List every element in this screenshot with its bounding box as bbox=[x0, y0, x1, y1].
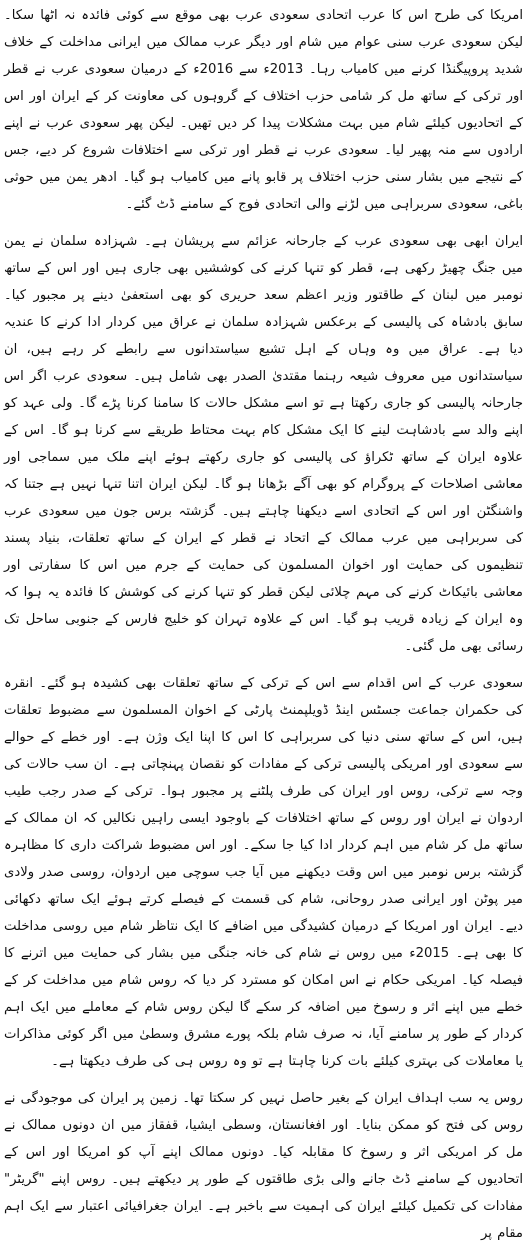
article-paragraph-4: روس یہ سب اہداف ایران کے بغیر حاصل نہیں کر سکتا تھا۔ زمین پر ایران کی موجودگی نے روس کی فتح کو ممکن بنایا۔ اور افغانستان، وسطی ایشیا، قفقاز میں ان دونوں ممالک نے مل کر امریکی اثر و رسوخ کا مقابلہ کیا۔ دونوں ممالک اپنے آپ کو امریکا اور اس کے اتحادیوں کے سامنے ڈٹ جانے والی بڑی طاقتوں کے طور پر دیکھتے ہیں۔ روس اپنے "گریٹر" مفادات کی تکمیل کیلئے ایران کی اہمیت سے باخبر ہے۔ ایران جغرافیائی اعتبار سے ایک اہم مقام پر bbox=[4, 1091, 523, 1241]
article-paragraph-3: سعودی عرب کے اس اقدام سے اس کے ترکی کے ساتھ تعلقات بھی کشیدہ ہو گئے۔ انقرہ کی حکمران جماعت جسٹس اینڈ ڈویلپمنٹ پارٹی کے اخوان المسلمون سے مضبوط تعلقات ہیں، اس کے ساتھ سنی دنیا کی سربراہی کا اس کا اپنا ایک وژن ہے۔ اور خطے کے حوالے سے سعودی اور امریکی پالیسی ترکی کے مفادات کو نقصان پہنچاتی ہے۔ ان سب حالات کی وجہ سے ترکی، روس اور ایران کی طرف پلٹنے پر مجبور ہوا۔ ترکی کے صدر رجب طیب اردوان نے ایران اور روس کے ساتھ اختلافات کے باوجود ایسی راہیں نکالیں کہ ان ممالک کے ساتھ مل کر شام میں اہم کردار ادا کیا جا سکے۔ اور اس مضبوط شراکت داری کا مظاہرہ گزشتہ برس نومبر میں اس وقت دیکھنے میں آیا جب سوچی میں اردوان، روسی صدر ولادی میر پوٹن اور ایرانی صدر روحانی، شام کی قسمت کے فیصلے کرتے ہوئے ایک ساتھ دکھائی دیے۔ ایران اور امریکا کے درمیان کشیدگی میں اضافے کا ایک نتاظر شام میں روسی مداخلت کا بھی ہے۔ 2015ء میں روس نے شام کی خانہ جنگی میں بشار کی حمایت میں اترنے کا فیصلہ کیا۔ امریکی حکام نے اس امکان کو مسترد کر دیا کہ روس شام میں مداخلت کر کے خطے میں اپنے اثر و رسوخ میں اضافہ کر سکے گا لیکن روس شام کے معاملے میں ایک اہم کردار کے طور پر سامنے آیا، نہ صرف شام بلکہ پورے مشرق وسطیٰ میں اگر کوئی مذاکرات یا معاملات کی بہتری کیلئے بات کرنا چاہتا ہے تو وہ روس ہی کی طرف دیکھتا ہے۔ bbox=[4, 676, 524, 1069]
article-paragraph-2: ایران ابھی بھی سعودی عرب کے جارحانہ عزائم سے پریشان ہے۔ شہزادہ سلمان نے یمن میں جنگ چھیڑ رکھی ہے، قطر کو تنہا کرنے کی کوششیں بھی جاری ہیں اور اس کے ساتھ نومبر میں لبنان کے طاقتور وزیر اعظم سعد حریری کو بھی استعفیٰ دینے پر مجبور کیا۔ سابق بادشاہ کی پالیسی کے برعکس شہزادہ سلمان نے عراق میں کردار ادا کرنے کا عندیہ دیا ہے۔ عراق میں وہ وہاں کے اہل تشیع سیاستدانوں سے رابطے کر رہے ہیں، ان سیاستدانوں میں معروف شیعہ رہنما مقتدیٰ الصدر بھی شامل ہیں۔ سعودی عرب اگر اس جارحانہ پالیسی کو جاری رکھتا ہے تو اسے مشکل حالات کا سامنا کرنا پڑے گا۔ ولی عہد کو اپنے والد سے بادشاہت لینے کا ایک مشکل کام بہت محتاط طریقے سے کرنا ہو گا۔ اس کے علاوہ ایران کے ساتھ ٹکراؤ کی پالیسی کو جاری رکھتے ہوئے اپنے ملک میں سماجی اور معاشی اصلاحات کے پروگرام کو بھی آگے بڑھانا ہو گا۔ لیکن ایران اتنا تنہا نہیں ہے جتنا کہ واشنگٹن اور اس کے اتحادی اسے دیکھنا چاہتے ہیں۔ گزشتہ برس جون میں سعودی عرب کی سربراہی میں عرب ممالک کے اتحاد نے قطر کے ایران کے ساتھ تعلقات، بنیاد پسند تنظیموں کی حمایت اور اخوان المسلمون کی حمایت کے جرم میں اس کا سفارتی اور معاشی بائیکاٹ کرنے کی مہم چلائی لیکن قطر کو تنہا کرنے کی کوشش کا فائدہ یہ ہوا کہ وہ ایران کے زیادہ قریب ہو گیا۔ اس کے علاوہ تہران کو خلیج فارس کے جنوبی ساحل تک رسائی بھی مل گئی۔ bbox=[4, 234, 523, 654]
article-paragraph-1: امریکا کی طرح اس کا عرب اتحادی سعودی عرب بھی موقع سے کوئی فائدہ نہ اٹھا سکا۔ لیکن سعودی عرب سنی عوام میں شام اور دیگر عرب ممالک میں ایرانی مداخلت کے خلاف شدید پروپیگنڈا کرنے میں کامیاب رہا۔ 2013ء سے 2016ء کے درمیان سعودی عرب نے قطر اور ترکی کے ساتھ مل کر شامی حزب اختلاف کے گروہوں کی معاونت کر کے ایران اور اس کے اتحادیوں کیلئے شام میں بہت مشکلات پیدا کر دیں تھیں۔ لیکن پھر سعودی عرب نے اپنے ارادوں سے منہ پھیر لیا۔ سعودی عرب نے قطر اور ترکی سے اختلافات شروع کر دیے، جس کے نتیجے میں بشار سنی حزب اختلاف پر قابو پانے میں کامیاب ہو گیا۔ ادھر یمن میں حوثی باغی، سعودی سربراہی میں لڑنے والی اتحادی فوج کے سامنے ڈٹ گئے۔ bbox=[4, 8, 523, 212]
